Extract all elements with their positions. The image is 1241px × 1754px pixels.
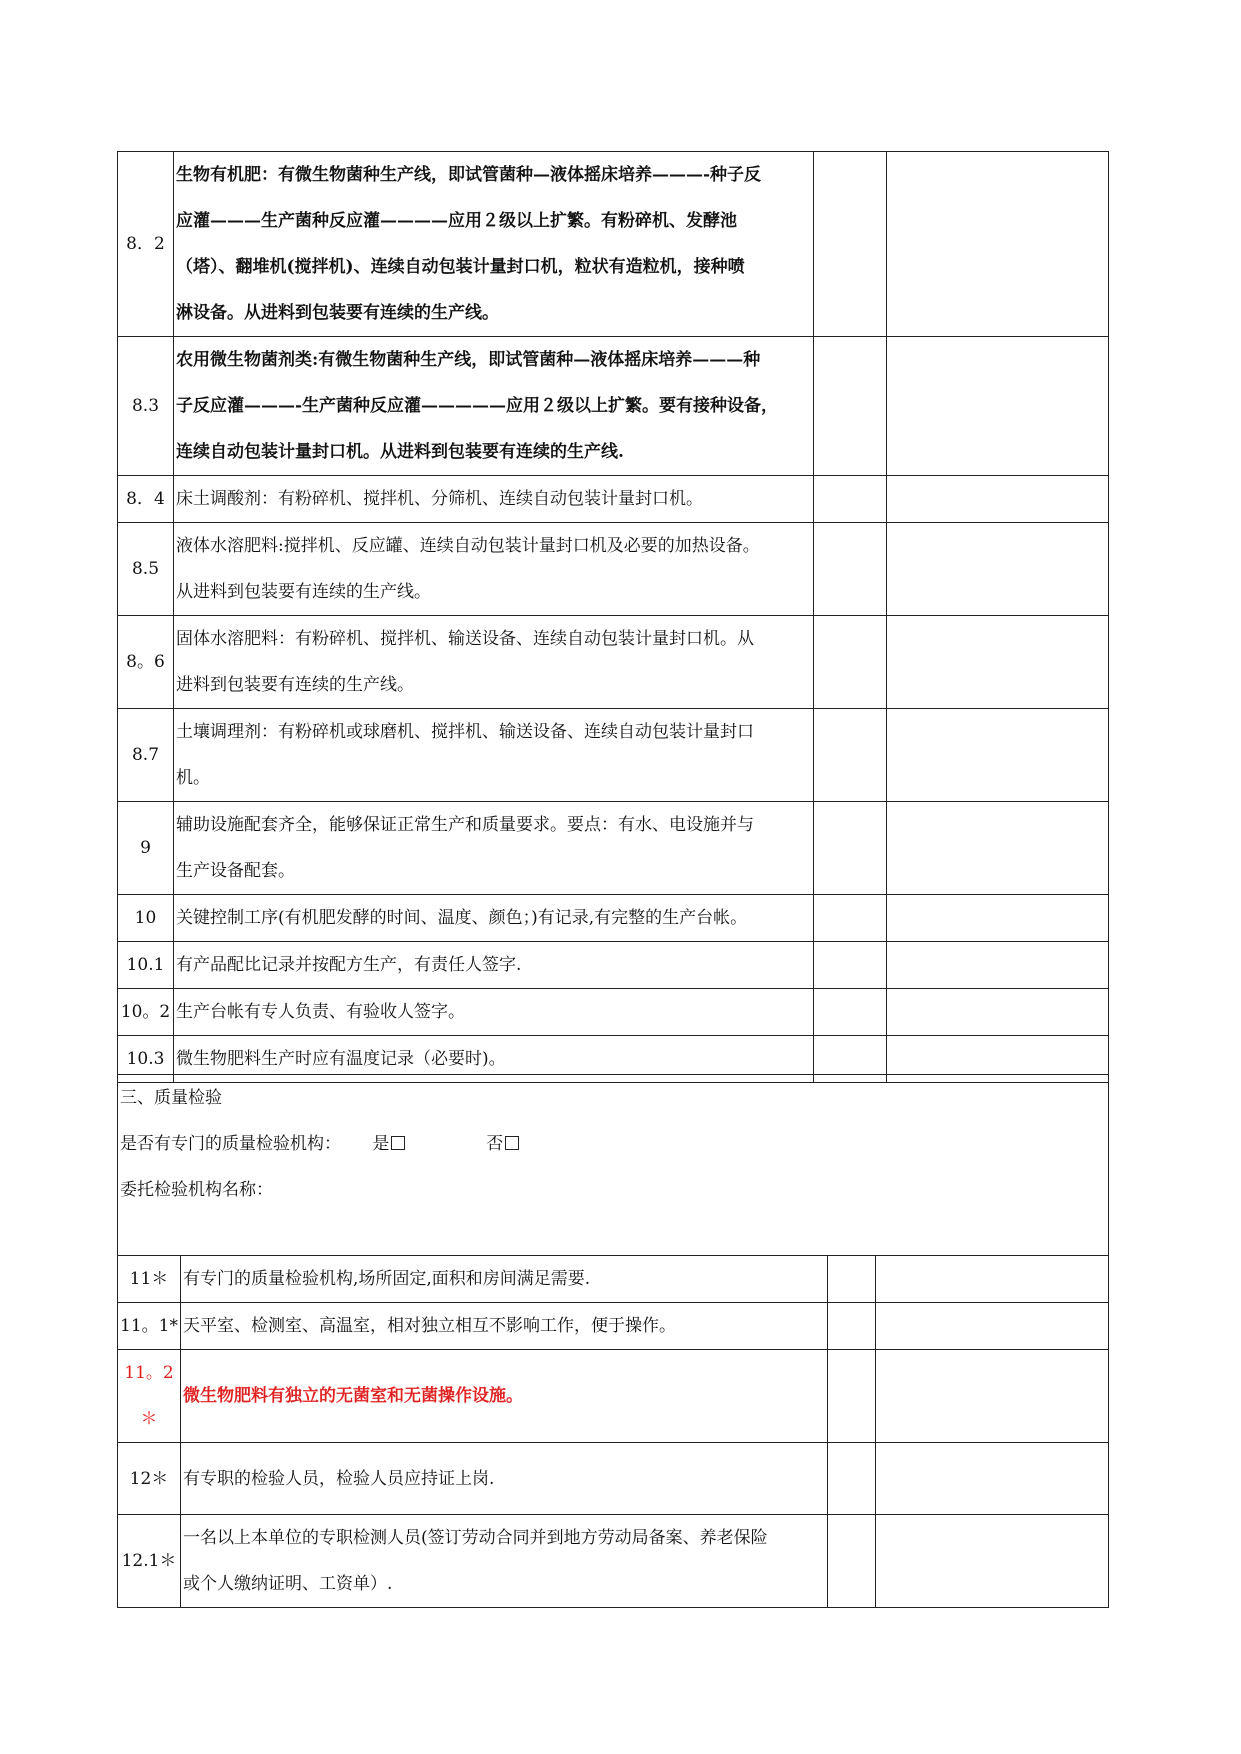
remark-cell[interactable]: [876, 1443, 1109, 1515]
remark-cell[interactable]: [887, 802, 1109, 895]
item-number: 10.3: [118, 1036, 174, 1083]
item-number: 8.3: [118, 337, 174, 476]
remark-cell[interactable]: [887, 989, 1109, 1036]
item-number: 11。2＊: [118, 1350, 181, 1443]
equipment-requirements-table: [117, 151, 1109, 1083]
check-cell[interactable]: [828, 1515, 876, 1608]
table-row: [118, 1350, 1109, 1443]
remark-cell[interactable]: [887, 616, 1109, 709]
yes-label: 是: [372, 1134, 390, 1154]
item-description: 一名以上本单位的专职检测人员(签订劳动合同并到地方劳动局备案、养老保险 或个人缴纳证明、工资单）.: [181, 1515, 828, 1608]
check-cell[interactable]: [828, 1303, 876, 1350]
check-cell[interactable]: [814, 337, 887, 476]
remark-cell[interactable]: [887, 476, 1109, 523]
item-description: 天平室、检测室、高温室，相对独立相互不影响工作，便于操作。: [181, 1303, 828, 1350]
remark-cell[interactable]: [887, 152, 1109, 337]
item-number: 11＊: [118, 1256, 181, 1303]
check-cell[interactable]: [814, 709, 887, 802]
item-description: 床土调酸剂：有粉碎机、搅拌机、分筛机、连续自动包装计量封口机。: [174, 476, 814, 523]
section-cell: [118, 1075, 1109, 1256]
item-description: 有专门的质量检验机构,场所固定,面积和房间满足需要.: [181, 1256, 828, 1303]
table-row: [118, 337, 1109, 476]
item-description: 固体水溶肥料：有粉碎机、搅拌机、输送设备、连续自动包装计量封口机。从 进料到包装要有连续的生产线。: [174, 616, 814, 709]
table-row: [118, 709, 1109, 802]
remark-cell[interactable]: [887, 523, 1109, 616]
check-cell[interactable]: [814, 152, 887, 337]
item-number: 8．4: [118, 476, 174, 523]
check-cell[interactable]: [814, 802, 887, 895]
item-number: 10.1: [118, 942, 174, 989]
check-cell[interactable]: [814, 616, 887, 709]
check-cell[interactable]: [828, 1350, 876, 1443]
table-row: [118, 523, 1109, 616]
remark-cell[interactable]: [887, 895, 1109, 942]
table-row: [118, 1443, 1109, 1515]
item-number: 11。1*: [118, 1303, 181, 1350]
remark-cell[interactable]: [887, 709, 1109, 802]
check-cell[interactable]: [814, 942, 887, 989]
table-row: [118, 1303, 1109, 1350]
agency-label: 委托检验机构名称：: [120, 1180, 273, 1200]
item-description: 生物有机肥：有微生物菌种生产线，即试管菌种—液体摇床培养———-种子反 应灌———生产菌种反应灌————应用２级以上扩繁。有粉碎机、发酵池 （塔）、翻堆机(搅拌机)、连续自动包装计量封口机，粒状有造粒机，接种喷 淋设备。从进料到包装要有连续的生产线。: [174, 152, 814, 337]
item-number: 10: [118, 895, 174, 942]
item-description: 辅助设施配套齐全，能够保证正常生产和质量要求。要点：有水、电设施并与 生产设备配套。: [174, 802, 814, 895]
item-description: 土壤调理剂：有粉碎机或球磨机、搅拌机、输送设备、连续自动包装计量封口 机。: [174, 709, 814, 802]
item-description: 微生物肥料有独立的无菌室和无菌操作设施。: [181, 1350, 828, 1443]
check-cell[interactable]: [814, 523, 887, 616]
table-row: [118, 802, 1109, 895]
item-description: 生产台帐有专人负责、有验收人签字。: [174, 989, 814, 1036]
table-row: [118, 942, 1109, 989]
section-title: 三、质量检验: [120, 1088, 222, 1108]
table-row: [118, 616, 1109, 709]
item-number: 9: [118, 802, 174, 895]
table-row: [118, 895, 1109, 942]
item-description: 农用微生物菌剂类:有微生物菌种生产线，即试管菌种—液体摇床培养———种 子反应灌———-生产菌种反应灌—————应用２级以上扩繁。要有接种设备， 连续自动包装计量封口机。从进料到包装要有连续的生产线.: [174, 337, 814, 476]
item-description: 关键控制工序(有机肥发酵的时间、温度、颜色；)有记录,有完整的生产台帐。: [174, 895, 814, 942]
check-cell[interactable]: [814, 895, 887, 942]
item-number: 12.1＊: [118, 1515, 181, 1608]
check-cell[interactable]: [814, 476, 887, 523]
item-number: 12＊: [118, 1443, 181, 1515]
item-number: 8.7: [118, 709, 174, 802]
quality-inspection-section: [117, 1074, 1109, 1256]
item-description: 有产品配比记录并按配方生产，有责任人签字.: [174, 942, 814, 989]
remark-cell[interactable]: [876, 1303, 1109, 1350]
question-label: 是否有专门的质量检验机构：: [120, 1134, 341, 1154]
table-row: [118, 1515, 1109, 1608]
table-row: [118, 1256, 1109, 1303]
item-number: 8.5: [118, 523, 174, 616]
check-cell[interactable]: [814, 989, 887, 1036]
remark-cell[interactable]: [876, 1515, 1109, 1608]
remark-cell[interactable]: [887, 337, 1109, 476]
table-row: [118, 989, 1109, 1036]
item-number: 10。2: [118, 989, 174, 1036]
item-description: 微生物肥料生产时应有温度记录（必要时)。: [174, 1036, 814, 1083]
remark-cell[interactable]: [876, 1256, 1109, 1303]
no-label: 否: [486, 1134, 504, 1154]
inspection-requirements-table: [117, 1255, 1109, 1608]
item-number: 8．2: [118, 152, 174, 337]
table-row: [118, 152, 1109, 337]
item-description: 有专职的检验人员，检验人员应持证上岗.: [181, 1443, 828, 1515]
remark-cell[interactable]: [887, 942, 1109, 989]
item-number: 8。6: [118, 616, 174, 709]
table-row: [118, 476, 1109, 523]
inspection-question: [120, 1121, 1108, 1167]
yes-checkbox[interactable]: [391, 1136, 405, 1150]
remark-cell[interactable]: [876, 1350, 1109, 1443]
check-cell[interactable]: [828, 1256, 876, 1303]
check-cell[interactable]: [828, 1443, 876, 1515]
item-description: 液体水溶肥料:搅拌机、反应罐、连续自动包装计量封口机及必要的加热设备。 从进料到包装要有连续的生产线。: [174, 523, 814, 616]
no-checkbox[interactable]: [505, 1136, 519, 1150]
